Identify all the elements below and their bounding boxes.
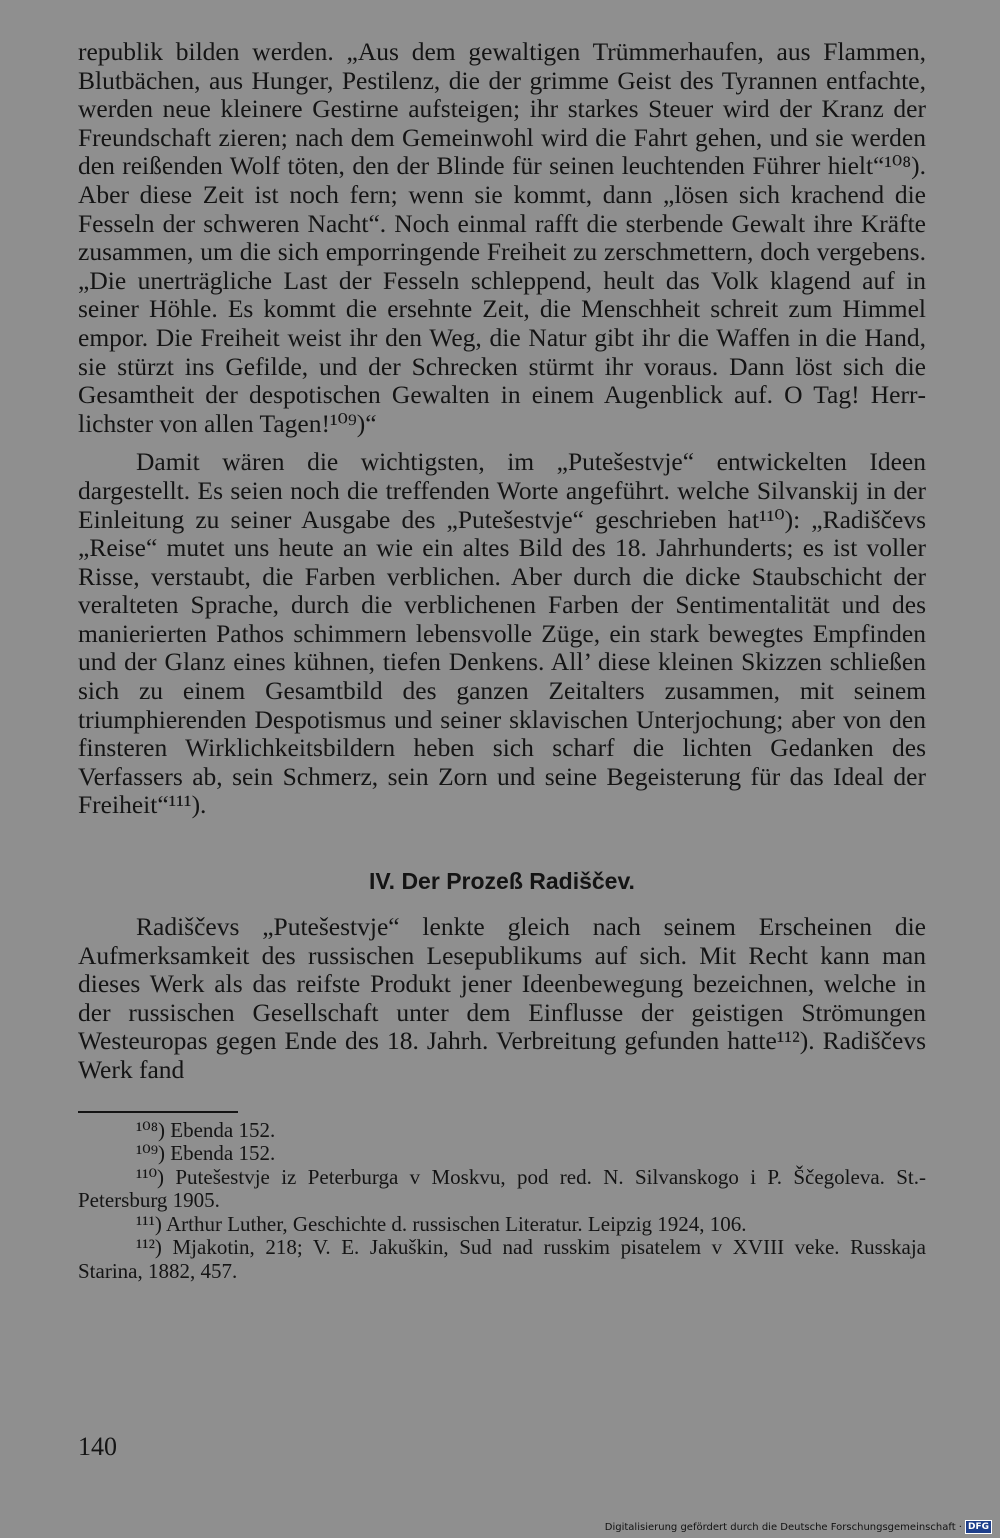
paragraph-continuation: republik bilden werden. „Aus dem gewaltigen Trümmerhaufen, aus Flammen, Blutbächen, aus Hunger, Pestilenz, die der grimme Geist des Tyrannen entfachte, werden neue kleinere Gestirne aufsteigen; ihr starkes Steuer wird der Kranz der Freundschaft zieren; nach dem Gemeinwohl wird die Fahrt gehen, und sie werden den reißenden Wolf töten, den der Blinde für seinen leuchtenden Führer hielt“¹⁰⁸). Aber diese Zeit ist noch fern; wenn sie kommt, dann „lösen sich krachend die Fesseln der schweren Nacht“. Noch einmal rafft die sterbende Gewalt ihre Kräfte zusammen, um die sich emporringende Freiheit zu zerschmettern, doch vergebens. „Die unerträgliche Last der Fesseln schleppend, heult das Volk klagend auf in seiner Höhle. Es kommt die ersehnte Zeit, die Menschheit schreit zum Himmel empor. Die Freiheit weist ihr den Weg, die Natur gibt ihr die Waffen in die Hand, sie stürzt ins Gefilde, und der Schrecken stürmt ihr voraus. Dann löst sich die Gesamtheit der despotischen Gewalten in einem Augenblick auf. O Tag! Herrlichster von allen Tagen!¹⁰⁹)“ [78, 37, 926, 438]
footnotes [78, 1119, 926, 1284]
dfg-logo-icon: DFG [965, 1520, 992, 1534]
footnote-110: ¹¹⁰) Putešestvje iz Peterburga v Moskvu, pod red. N. Silvanskogo i P. Ščegoleva. St.-Petersburg 1905. [78, 1164, 926, 1213]
footnote-109: ¹⁰⁹) Ebenda 152. [136, 1141, 276, 1166]
paragraph-section-start: Radiščevs „Putešestvje“ lenkte gleich nach seinem Erscheinen die Aufmerksamkeit des russischen Lesepublikums auf sich. Mit Recht kann man dieses Werk als das reifste Produkt jener Ideenbewegung bezeichnen, welche in der russischen Gesellschaft unter dem Einflusse der geistigen Strömungen Westeuropas gegen Ende des 18. Jahrh. Verbreitung gefunden hatte¹¹²). Radiščevs Werk fand [78, 912, 926, 1084]
paragraph-silvanskij-quote: Damit wären die wichtigsten, im „Putešestvje“ entwickelten Ideen dargestellt. Es seien noch die treffenden Worte angeführt. welche Silvanskij in der Einleitung zu seiner Ausgabe des „Putešestvje“ geschrieben hat¹¹⁰): „Radiščevs „Reise“ mutet uns heute an wie ein altes Bild des 18. Jahrhunderts; es ist voller Risse, verstaubt, die Farben verblichen. Aber durch die dicke Staubschicht der veralteten Sprache, durch die verblichenen Farben der Sentimentalität und des manierierten Pathos schimmern lebensvolle Züge, ein stark bewegtes Empfinden und der Glanz eines kühnen, tiefen Denkens. All’ diese kleinen Skizzen schließen sich zu einem Gesamtbild des ganzen Zeitalters zusammen, mit seinem triumphierenden Despotismus und seiner sklavischen Unterjochung; aber von den finsteren Wirklichkeitsbildern heben sich scharf die lichten Gedanken des Verfassers ab, sein Schmerz, sein Zorn und seine Begeisterung für das Ideal der Freiheit“¹¹¹). [78, 447, 926, 820]
footnote-108: ¹⁰⁸) Ebenda 152. [136, 1117, 276, 1142]
page-number: 140 [78, 1432, 117, 1461]
section-heading: IV. Der Prozeß Radiščev. [369, 868, 635, 895]
digitization-credit [605, 1520, 992, 1534]
credit-text: Digitalisierung gefördert durch die Deutsche Forschungsgemeinschaft · [604, 1521, 962, 1533]
footnote-111: ¹¹¹) Arthur Luther, Geschichte d. russischen Literatur. Leipzig 1924, 106. [136, 1211, 747, 1236]
footnote-rule [78, 1111, 238, 1113]
book-page [78, 38, 926, 1283]
footnote-112: ¹¹²) Mjakotin, 218; V. E. Jakuškin, Sud nad russkim pisatelem v XVIII veke. Russkaja Starina, 1882, 457. [78, 1235, 926, 1283]
